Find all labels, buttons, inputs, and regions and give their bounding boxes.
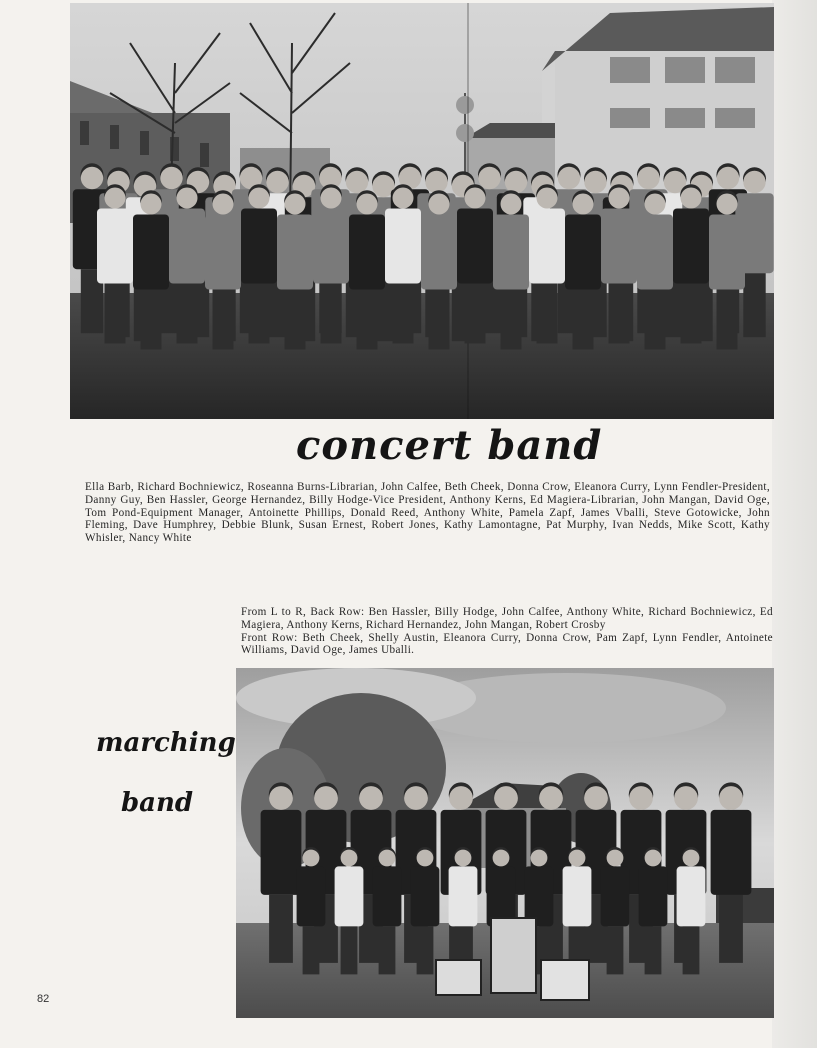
page-edge [772, 0, 817, 1048]
marching-title-line1: marching [96, 728, 236, 758]
concert-band-photo [70, 3, 774, 419]
marching-band-photo [236, 668, 774, 1018]
marching-title-line2: band [121, 788, 194, 818]
caption-back-row: From L to R, Back Row: Ben Hassler, Billy Hodge, John Calfee, Anthony White, Richard Bochniewicz, Ed Magiera, Anthony Kerns, Richard Hernandez, John Mangan, Robert Crosby [241, 606, 773, 631]
concert-band-roster: Ella Barb, Richard Bochniewicz, Roseanna Burns-Librarian, John Calfee, Beth Cheek, Donna Crow, Eleanora Curry, Lynn Fendler-President, Danny Guy, Ben Hassler, George Hernandez, Billy Hodge-Vice President, Anthony Kerns, Ed Magiera-Librarian, John Mangan, David Oge, Tom Pond-Equipment Manager, Antoinette Phillips, Donald Reed, Anthony White, Pamela Zapf, James Vballi, Steve Gotowicke, John Fleming, Dave Humphrey, Debbie Blunk, Susan Ernest, Robert Jones, Kathy Lamontagne, Pat Murphy, Ivan Nedds, Mike Scott, Kathy Whisler, Nancy White [85, 481, 770, 545]
page-number: 82 [37, 993, 50, 1005]
caption-front-row: Front Row: Beth Cheek, Shelly Austin, Eleanora Curry, Donna Crow, Pam Zapf, Lynn Fendler, Antoinete Williams, David Oge, James Uballi. [241, 631, 773, 657]
marching-band-caption [241, 606, 773, 657]
concert-band-title: concert band [296, 422, 603, 469]
